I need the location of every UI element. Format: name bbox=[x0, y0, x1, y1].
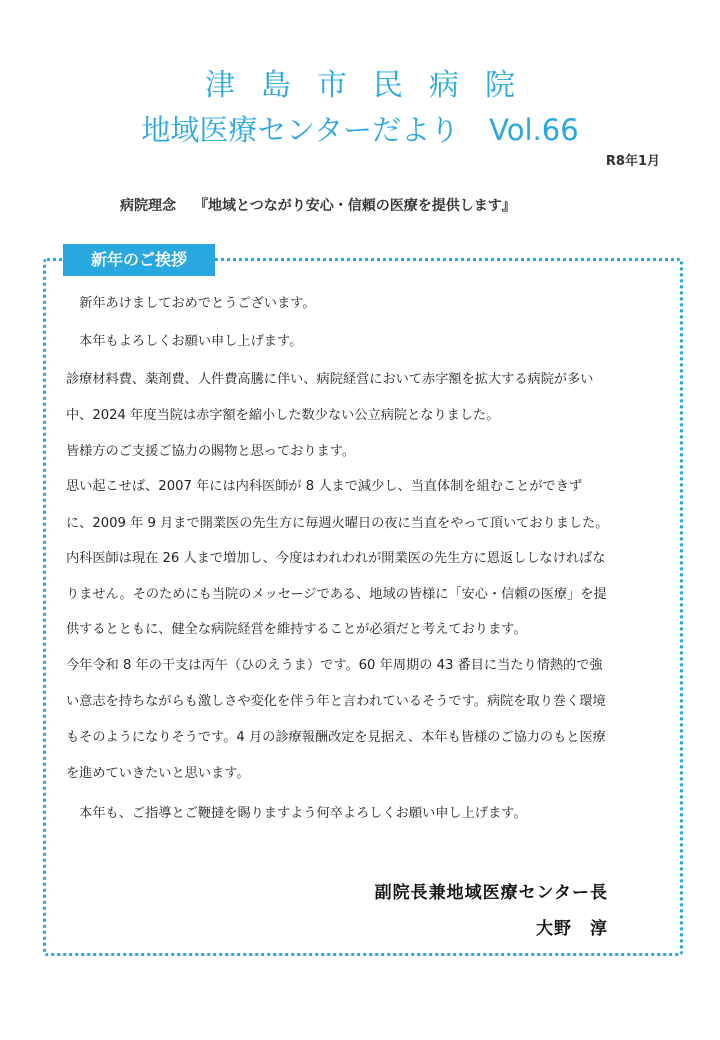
body-line: 診療材料費、薬剤費、人件費高騰に伴い、病院経営において赤字額を拡大する病院が多い bbox=[66, 372, 594, 387]
body-line: 今年令和 8 年の干支は丙午（ひのえうま）です。60 年周期の 43 番目に当たり情熱的で強 bbox=[66, 658, 603, 673]
body-line: 本年もよろしくお願い申し上げます。 bbox=[66, 334, 303, 349]
greeting-section-border bbox=[43, 258, 683, 956]
body-line: 中、2024 年度当院は赤字額を縮小した数少ない公立病院となりました。 bbox=[66, 408, 500, 423]
body-line: 本年も、ご指導とご鞭撻を賜りますよう何卒よろしくお願い申し上げます。 bbox=[66, 806, 527, 821]
body-line: い意志を持ちながらも激しさや変化を伴う年と言われているそうです。病院を取り巻く環境 bbox=[66, 694, 606, 709]
newsletter-title bbox=[0, 108, 720, 149]
body-line: りません。そのためにも当院のメッセージである、地域の皆様に「安心・信頼の医療」を提 bbox=[66, 587, 607, 602]
body-line: を進めていきたいと思います。 bbox=[66, 766, 250, 781]
motto-text: 『地域とつながり安心・信頼の医療を提供します』 bbox=[194, 198, 516, 214]
body-line: 思い起こせば、2007 年には内科医師が 8 人まで減少し、当直体制を組むことができず bbox=[66, 479, 583, 494]
volume-number: Vol.66 bbox=[489, 113, 579, 147]
section-title: 新年のご挨拶 bbox=[63, 244, 215, 276]
hospital-motto bbox=[120, 195, 516, 215]
issue-date: R8年1月 bbox=[605, 154, 660, 169]
body-line: 皆様方のご支援ご協力の賜物と思っております。 bbox=[66, 444, 356, 459]
body-line: もそのようになりそうです。4 月の診療報酬改定を見据え、本年も皆様のご協力のもと医療 bbox=[66, 730, 606, 745]
signature-title: 副院長兼地域医療センター長 bbox=[374, 883, 608, 903]
body-line: 新年あけましておめでとうございます。 bbox=[66, 296, 316, 311]
body-line: 供するとともに、健全な病院経営を維持することが必須だと考えております。 bbox=[66, 622, 527, 637]
motto-label: 病院理念 bbox=[120, 198, 176, 214]
hospital-name: 津島市民病院 bbox=[205, 68, 541, 103]
signature-name: 大野 淳 bbox=[536, 919, 608, 939]
newsletter-title-text: 地域医療センターだより bbox=[141, 113, 460, 147]
body-line: 内科医師は現在 26 人まで増加し、今度はわれわれが開業医の先生方に恩返ししなければな bbox=[66, 551, 606, 566]
body-line: に、2009 年 9 月まで開業医の先生方に毎週火曜日の夜に当直をやって頂いておりました。 bbox=[66, 516, 609, 531]
